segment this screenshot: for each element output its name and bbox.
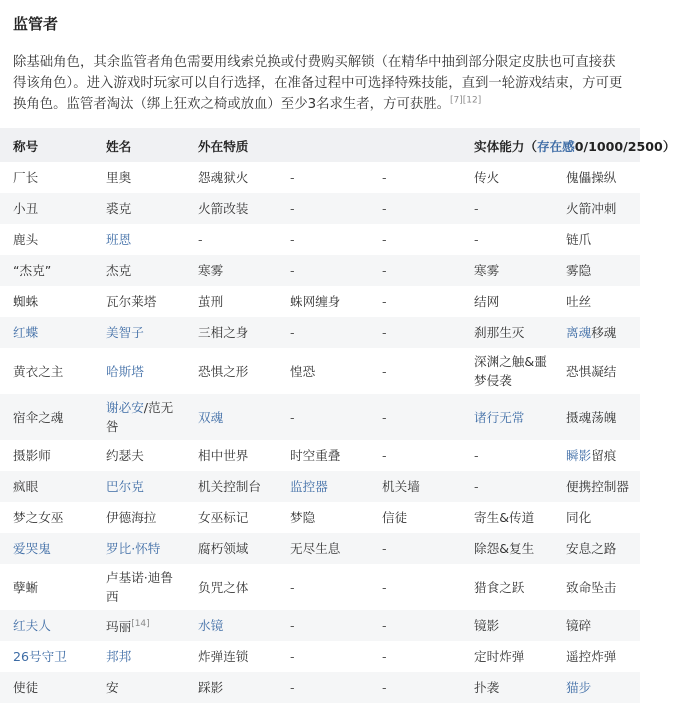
cell-text: - [198, 232, 203, 247]
table-row [0, 471, 640, 502]
table-row [0, 533, 640, 564]
table-row [0, 394, 640, 440]
cell-text: 时空重叠 [290, 448, 341, 463]
cell-a2 [553, 348, 640, 394]
header-ability-suffix: 0/1000/2500） [574, 138, 675, 154]
cell-t3 [369, 224, 461, 255]
cell-t1 [185, 672, 277, 703]
cell-text: 刹那生灭 [474, 325, 525, 340]
cell-text: 猎食之跃 [474, 579, 525, 595]
cell-text: 恐惧凝结 [566, 363, 617, 379]
cell-t1 [185, 610, 277, 641]
cell-a1 [461, 193, 553, 224]
table-row [0, 286, 640, 317]
cell-a1 [461, 564, 553, 610]
cell-text: - [382, 170, 387, 185]
cell-t1 [185, 162, 277, 193]
cell-t1 [185, 317, 277, 348]
cell-text: 怨魂狱火 [198, 170, 249, 185]
cell-text: - [290, 579, 295, 595]
name-rest: /范无咎 [106, 400, 174, 434]
cell-t3 [369, 471, 461, 502]
cell-a1 [461, 672, 553, 703]
cell-text: 三相之身 [198, 325, 249, 340]
cell-t1 [185, 440, 277, 471]
cell-a1 [461, 610, 553, 641]
cell-t3 [369, 286, 461, 317]
cell-text[interactable]: 诸行无常 [474, 409, 525, 425]
cell-t2 [277, 224, 369, 255]
cell-text: - [290, 618, 295, 633]
cell-text: 惶恐 [290, 363, 316, 379]
cell-text: - [290, 232, 295, 247]
cell-a2 [553, 255, 640, 286]
cell-title [0, 440, 93, 471]
cell-t3 [369, 440, 461, 471]
cell-text: 同化 [566, 510, 592, 525]
cell-text: - [382, 649, 387, 664]
cell-a2 [553, 610, 640, 641]
cell-t3 [369, 394, 461, 440]
cell-text: 女巫标记 [198, 510, 249, 525]
cell-text: 裘克 [106, 201, 132, 216]
cell-a2 [553, 641, 640, 672]
cell-t3 [369, 162, 461, 193]
cell-a1 [461, 162, 553, 193]
cell-text[interactable]: 罗比·怀特 [106, 541, 161, 556]
cell-text: 遥控炸弹 [566, 649, 617, 664]
cell-t2 [277, 471, 369, 502]
cell-t3 [369, 348, 461, 394]
cell-t1 [185, 533, 277, 564]
cell-text: 无尽生息 [290, 541, 341, 556]
table-row [0, 641, 640, 672]
cell-text[interactable]: 双魂 [198, 409, 224, 425]
cell-text: 傀儡操纵 [566, 170, 617, 185]
table-row [0, 255, 640, 286]
cell-title [0, 317, 93, 348]
intro-references[interactable]: [7][12] [450, 95, 482, 106]
cell-text: 链爪 [566, 232, 592, 247]
cell-a1 [461, 394, 553, 440]
cell-a2 [553, 193, 640, 224]
cell-t1 [185, 286, 277, 317]
cell-name [93, 394, 185, 440]
cell-a1 [461, 286, 553, 317]
header-empty-1 [277, 128, 369, 162]
cell-t1 [185, 255, 277, 286]
table-row [0, 348, 640, 394]
ability-rest: 移魂 [591, 325, 617, 340]
cell-t2 [277, 502, 369, 533]
cell-text: 致命坠击 [566, 579, 617, 595]
header-ability [461, 128, 675, 162]
cell-text: 炸弹连锁 [198, 649, 249, 664]
cell-text: 镜碎 [566, 618, 592, 633]
cell-t2 [277, 162, 369, 193]
cell-name [93, 286, 185, 317]
cell-t2 [277, 394, 369, 440]
cell-text[interactable]: 水镜 [198, 618, 224, 633]
cell-text: - [382, 541, 387, 556]
cell-text: - [290, 201, 295, 216]
cell-t2 [277, 317, 369, 348]
cell-a1 [461, 502, 553, 533]
cell-name [93, 162, 185, 193]
cell-t1 [185, 193, 277, 224]
cell-text: - [290, 263, 295, 278]
table-row [0, 193, 640, 224]
cell-title [0, 672, 93, 703]
cell-t1 [185, 641, 277, 672]
cell-t3 [369, 317, 461, 348]
cell-text[interactable]: 监控器 [290, 479, 328, 494]
cell-a2 [553, 502, 640, 533]
cell-text: 伊德海拉 [106, 510, 157, 525]
cell-text[interactable]: 邦邦 [106, 649, 132, 664]
cell-text: 卢基诺·迪鲁西 [106, 570, 173, 604]
table-header-row [0, 128, 640, 162]
header-ability-link[interactable]: 存在感 [536, 138, 575, 154]
cell-text[interactable]: 26号守卫 [13, 649, 67, 664]
header-ability-prefix: 实体能力（ [474, 138, 537, 154]
cell-t3 [369, 533, 461, 564]
ability-rest: 留痕 [591, 448, 617, 463]
cell-text: 便携控制器 [566, 479, 629, 494]
cell-text: 寄生&传道 [474, 510, 535, 525]
cell-a2 [553, 162, 640, 193]
cell-text: 负咒之体 [198, 579, 249, 595]
cell-text: 鹿头 [13, 232, 39, 247]
cell-a2 [553, 286, 640, 317]
cell-title [0, 162, 93, 193]
cell-text: - [382, 263, 387, 278]
cell-name [93, 440, 185, 471]
cell-t3 [369, 255, 461, 286]
cell-text: 小丑 [13, 201, 39, 216]
cell-name [93, 224, 185, 255]
cell-a1 [461, 471, 553, 502]
cell-text: 踩影 [198, 680, 224, 695]
cell-a2 [553, 224, 640, 255]
cell-name [93, 348, 185, 394]
cell-title [0, 224, 93, 255]
cell-t2 [277, 193, 369, 224]
cell-text: - [382, 680, 387, 695]
header-empty-2 [369, 128, 461, 162]
cell-t2 [277, 564, 369, 610]
cell-text: 寒雾 [198, 263, 224, 278]
cell-text: - [474, 201, 479, 216]
cell-text: 摄影师 [13, 448, 51, 463]
cell-title [0, 394, 93, 440]
cell-text: - [474, 232, 479, 247]
cell-a1 [461, 641, 553, 672]
cell-title [0, 255, 93, 286]
cell-text: - [382, 363, 387, 379]
cell-a1 [461, 224, 553, 255]
intro-paragraph [0, 52, 640, 115]
cell-t1 [185, 224, 277, 255]
cell-text: 恐惧之形 [198, 363, 249, 379]
cell-title [0, 471, 93, 502]
cell-t1 [185, 564, 277, 610]
cell-text: 安 [106, 680, 119, 695]
cell-text: 吐丝 [566, 294, 592, 309]
cell-text: 机关墙 [382, 479, 420, 494]
cell-t1 [185, 502, 277, 533]
cell-a2 [553, 471, 640, 502]
table-row [0, 224, 640, 255]
cell-text: 安息之路 [566, 541, 617, 556]
cell-title [0, 502, 93, 533]
cell-a2 [553, 317, 640, 348]
cell-a2 [553, 533, 640, 564]
header-trait: 外在特质 [185, 128, 277, 162]
cell-text: 杰克 [106, 263, 132, 278]
cell-text: 茧刑 [198, 294, 224, 309]
cell-text: 宿伞之魂 [13, 409, 64, 425]
cell-text: - [382, 448, 387, 463]
cell-name [93, 317, 185, 348]
cell-t1 [185, 394, 277, 440]
cell-text: 梦之女巫 [13, 510, 64, 525]
cell-text: 玛丽 [106, 619, 132, 635]
cell-t2 [277, 440, 369, 471]
cell-t1 [185, 471, 277, 502]
cell-text: 火箭改装 [198, 201, 249, 216]
cell-text[interactable]: 猫步 [566, 680, 592, 695]
table-row [0, 317, 640, 348]
cell-text: 黄衣之主 [13, 363, 64, 379]
section-title: 监管者 [13, 15, 59, 33]
cell-text: “杰克” [13, 263, 52, 278]
cell-name [93, 255, 185, 286]
cell-a1 [461, 348, 553, 394]
cell-text: - [382, 294, 387, 309]
cell-name [93, 672, 185, 703]
ability-link[interactable]: 瞬影 [566, 448, 592, 463]
cell-text: 孽蜥 [13, 579, 39, 595]
cell-text: 扑袭 [474, 680, 500, 695]
cell-text[interactable]: 红夫人 [13, 618, 51, 633]
cell-a1 [461, 317, 553, 348]
header-title: 称号 [0, 128, 93, 162]
cell-text: - [382, 201, 387, 216]
cell-text: 信徒 [382, 510, 408, 525]
cell-title [0, 286, 93, 317]
cell-name [93, 471, 185, 502]
cell-t2 [277, 286, 369, 317]
name-reference[interactable]: [14] [131, 618, 150, 629]
cell-text: 深渊之触&噩梦侵袭 [474, 354, 547, 388]
cell-t1 [185, 348, 277, 394]
cell-text: 蛛网缠身 [290, 294, 341, 309]
name-link[interactable]: 谢必安 [106, 400, 144, 415]
table-row [0, 672, 640, 703]
cell-t3 [369, 610, 461, 641]
cell-text: - [290, 409, 295, 425]
cell-title [0, 564, 93, 610]
cell-text[interactable]: 哈斯塔 [106, 363, 144, 379]
cell-text: - [382, 325, 387, 340]
cell-title [0, 641, 93, 672]
cell-t2 [277, 533, 369, 564]
cell-title [0, 193, 93, 224]
cell-t2 [277, 255, 369, 286]
cell-text[interactable]: 红蝶 [13, 325, 39, 340]
cell-t3 [369, 564, 461, 610]
cell-title [0, 348, 93, 394]
cell-t2 [277, 641, 369, 672]
cell-t2 [277, 348, 369, 394]
cell-text: 蜘蛛 [13, 294, 39, 309]
cell-title [0, 533, 93, 564]
header-name: 姓名 [93, 128, 185, 162]
cell-title [0, 610, 93, 641]
cell-text[interactable]: 班恩 [106, 232, 132, 247]
cell-text: - [382, 579, 387, 595]
cell-a2 [553, 564, 640, 610]
cell-text: 腐朽领域 [198, 541, 249, 556]
cell-text: 厂长 [13, 170, 39, 185]
cell-a2 [553, 394, 640, 440]
cell-text[interactable]: 爱哭鬼 [13, 541, 51, 556]
cell-text: - [382, 618, 387, 633]
cell-text: 相中世界 [198, 448, 249, 463]
table-row [0, 502, 640, 533]
cell-t3 [369, 502, 461, 533]
cell-name [93, 193, 185, 224]
cell-text: 机关控制台 [198, 479, 261, 494]
cell-t3 [369, 672, 461, 703]
cell-text: 传火 [474, 170, 500, 185]
cell-text: - [290, 170, 295, 185]
cell-text: 使徒 [13, 680, 39, 695]
cell-t2 [277, 610, 369, 641]
cell-name [93, 502, 185, 533]
cell-text: - [290, 680, 295, 695]
cell-name [93, 610, 185, 641]
cell-a2 [553, 440, 640, 471]
cell-text: - [474, 479, 479, 494]
cell-text: 里奥 [106, 170, 132, 185]
cell-text: 雾隐 [566, 263, 592, 278]
cell-a1 [461, 533, 553, 564]
cell-text: 火箭冲刺 [566, 201, 617, 216]
cell-a1 [461, 255, 553, 286]
cell-text: 约瑟夫 [106, 448, 144, 463]
cell-text[interactable]: 巴尔克 [106, 479, 144, 494]
table-body [0, 162, 640, 703]
table-row [0, 162, 640, 193]
hunter-table [0, 128, 675, 703]
cell-text: 疯眼 [13, 479, 39, 494]
cell-text: - [474, 448, 479, 463]
cell-name [93, 564, 185, 610]
table-row [0, 440, 640, 471]
cell-name [93, 533, 185, 564]
cell-text: 梦隐 [290, 510, 316, 525]
cell-text: - [382, 409, 387, 425]
table-row [0, 610, 640, 641]
cell-text[interactable]: 美智子 [106, 325, 144, 340]
cell-name [93, 641, 185, 672]
cell-a1 [461, 440, 553, 471]
cell-text: 瓦尔莱塔 [106, 294, 157, 309]
cell-text: - [290, 649, 295, 664]
cell-t2 [277, 672, 369, 703]
cell-text: - [382, 232, 387, 247]
cell-text: 除怨&复生 [474, 541, 535, 556]
cell-t3 [369, 193, 461, 224]
cell-text: 寒雾 [474, 263, 500, 278]
cell-text: 定时炸弹 [474, 649, 525, 664]
intro-text: 除基础角色，其余监管者角色需要用线索兑换或付费购买解锁（在精华中抽到部分限定皮肤也可直接获得该角色）。进入游戏时玩家可以自行选择，在准备过程中可选择特殊技能，直到一轮游戏结束，方可更换角色。监管者淘汰（绑上狂欢之椅或放血）至少3名求生者，方可获胜。 [13, 55, 623, 112]
cell-text: - [290, 325, 295, 340]
cell-text: 镜影 [474, 618, 500, 633]
cell-text: 结网 [474, 294, 500, 309]
cell-text: 摄魂荡魄 [566, 409, 617, 425]
ability-link[interactable]: 离魂 [566, 325, 592, 340]
cell-a2 [553, 672, 640, 703]
cell-t3 [369, 641, 461, 672]
table-row [0, 564, 640, 610]
